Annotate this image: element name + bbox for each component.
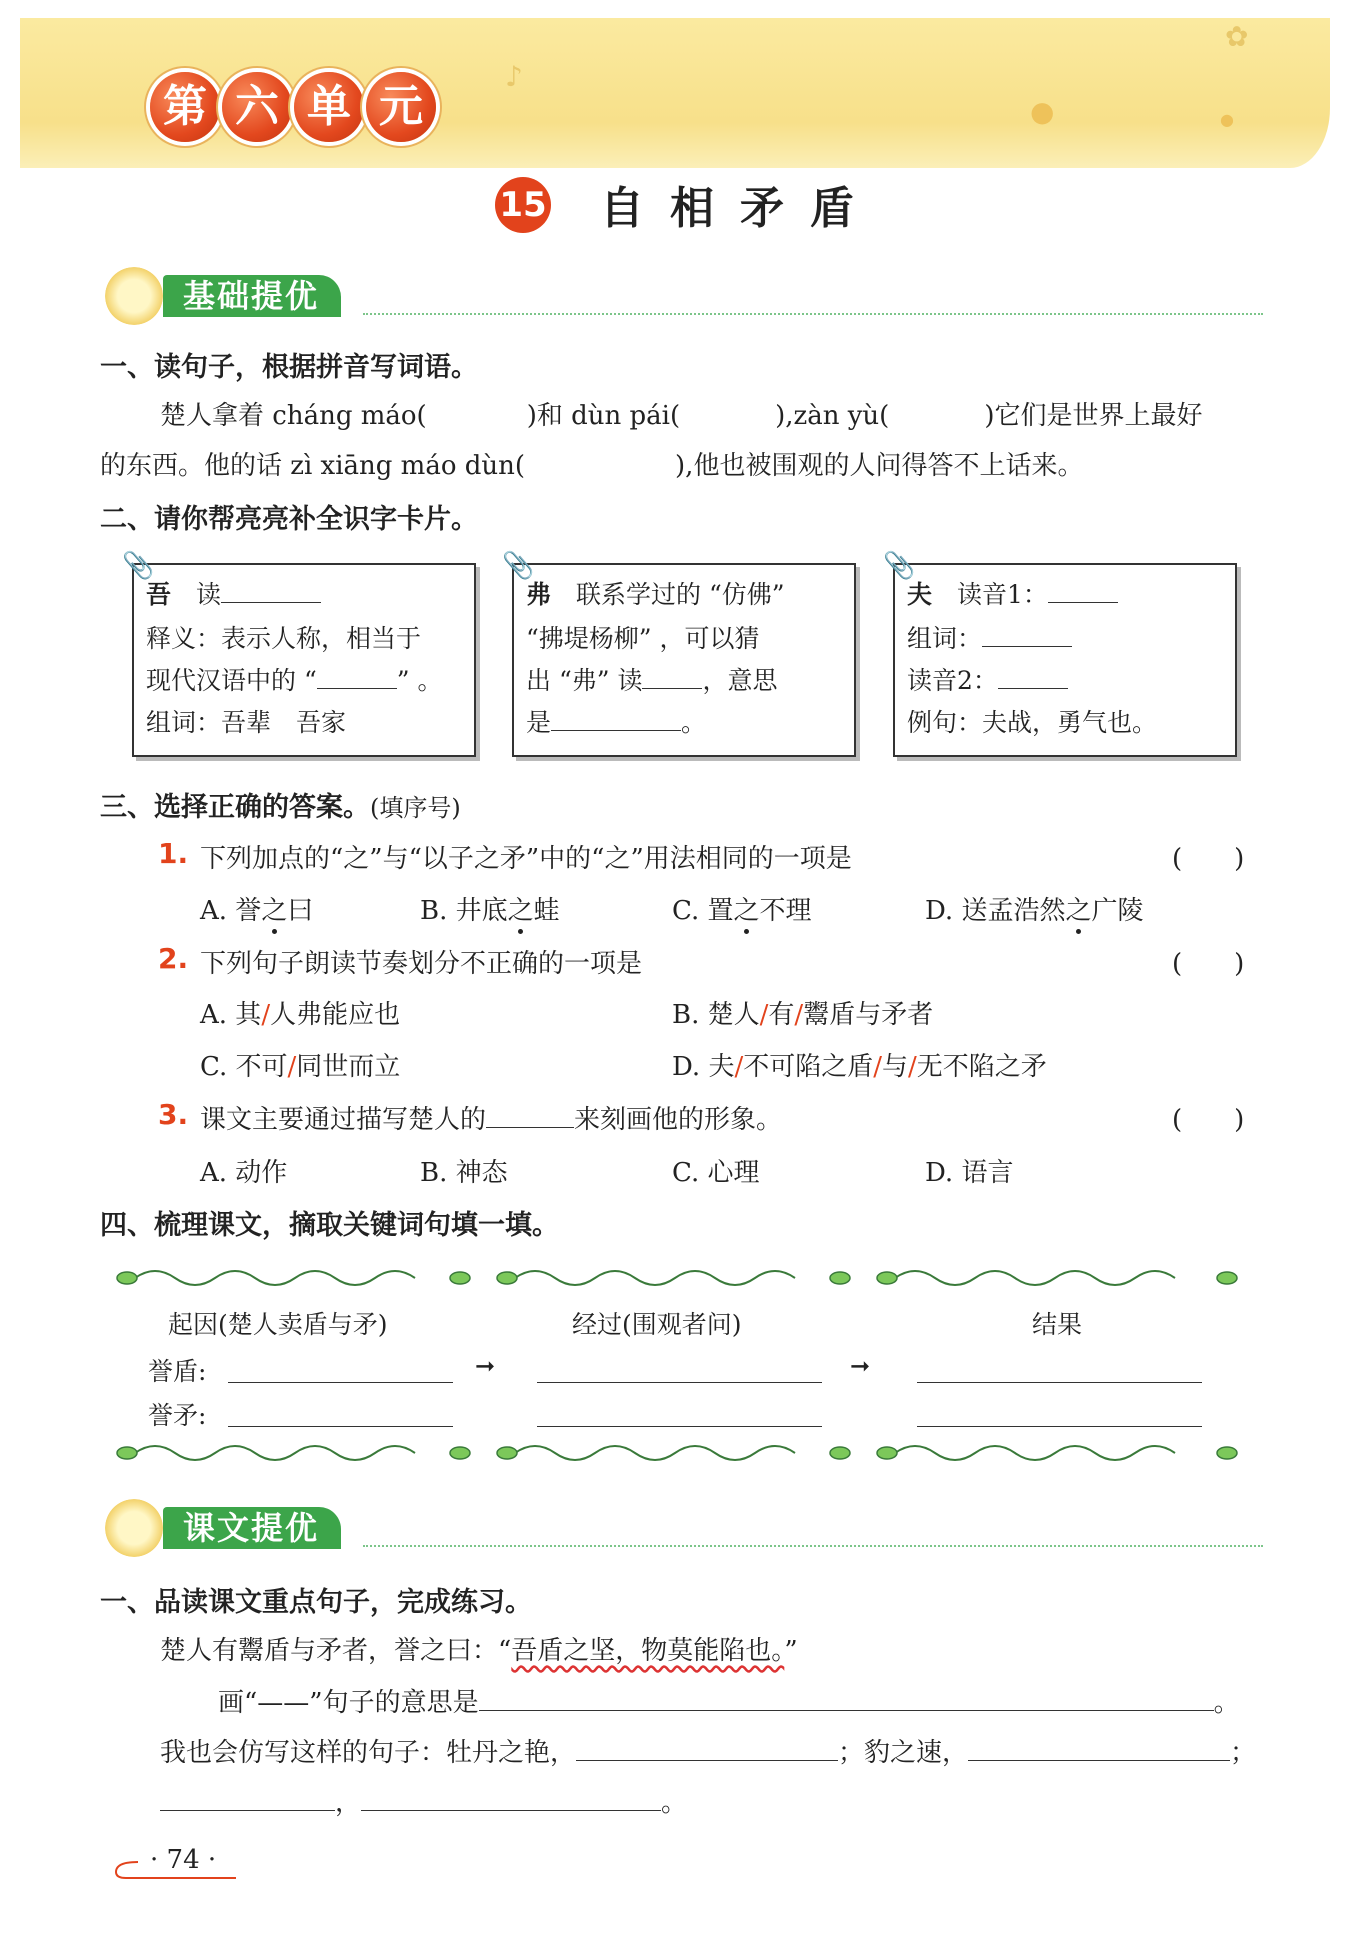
answer-blank[interactable]	[160, 1810, 335, 1811]
word-card-3	[883, 551, 1237, 757]
unit-char-1: 第	[150, 72, 220, 142]
question-heading	[100, 785, 461, 824]
paperclip-icon: 📎	[883, 551, 916, 581]
option-c[interactable]: C. 不可/同世而立	[200, 1052, 401, 1082]
answer-paren[interactable]: ( )	[1172, 1105, 1245, 1135]
text: 出 “弗” 读	[526, 666, 643, 695]
section-tab: 基础提优	[163, 275, 341, 317]
text: 画“——”句子的意思是	[218, 1688, 479, 1718]
answer-blank[interactable]	[968, 1760, 1230, 1761]
book-icon	[105, 267, 163, 325]
text: 例句：夫战，勇气也。	[907, 708, 1158, 737]
text: 读音2：	[907, 666, 998, 695]
text: 组词：吾辈 吾家	[146, 708, 347, 737]
question-number: 2.	[158, 942, 189, 975]
answer-paren[interactable]: ( )	[1172, 949, 1245, 979]
option-d[interactable]: D. 语言	[925, 1158, 1014, 1188]
text: 现代汉语中的 “	[146, 666, 317, 695]
text: ),zàn yù(	[775, 401, 890, 431]
dot-icon: ●	[1220, 110, 1234, 129]
question-heading: 二、请你帮亮亮补全识字卡片。	[100, 504, 478, 535]
answer-line[interactable]	[537, 1382, 822, 1383]
text: 读	[196, 580, 222, 609]
meaning-line: 画“——”句子的意思是 。	[218, 1688, 1240, 1718]
word-card-2	[502, 551, 856, 757]
option-d[interactable]: D. 夫/不可陷之盾/与/无不陷之矛	[672, 1052, 1047, 1082]
answer-line[interactable]	[537, 1426, 822, 1427]
option-b[interactable]: B. 井底之蛙	[420, 896, 560, 926]
text: 楚人有鬻盾与矛者，誉之曰：“	[160, 1636, 512, 1666]
text: 联系学过的 “仿佛”	[576, 580, 785, 609]
answer-blank[interactable]	[576, 1760, 838, 1761]
text: )它们是世界上最好	[984, 401, 1203, 431]
answer-blank[interactable]	[317, 688, 397, 689]
option-c[interactable]: C. 置之不理	[672, 896, 812, 926]
page-number: · 74 ·	[150, 1845, 217, 1875]
question-heading: 一、品读课文重点句子，完成练习。	[100, 1587, 532, 1618]
answer-blank[interactable]	[551, 730, 681, 731]
text: 。	[681, 708, 707, 737]
text: 读音1：	[957, 580, 1048, 609]
row-label: 誉盾:	[148, 1357, 207, 1386]
text: 是	[526, 708, 552, 737]
answer-blank[interactable]	[1048, 602, 1118, 603]
text: 释义：表示人称，相当于	[146, 624, 422, 653]
paperclip-icon: 📎	[502, 551, 535, 581]
answer-blank[interactable]	[998, 688, 1068, 689]
option-a[interactable]: A. 其/人弗能应也	[200, 1000, 401, 1030]
music-note-icon: ♪	[505, 60, 523, 93]
text: ；	[1230, 1738, 1257, 1768]
answer-blank[interactable]	[642, 688, 702, 689]
question-stem: 下列加点的“之”与“以子之矛”中的“之”用法相同的一项是	[200, 844, 852, 874]
text: “拂堤杨柳” ，可以猜	[526, 624, 760, 653]
answer-blank[interactable]	[479, 1710, 1214, 1711]
flow-col-result: 结果	[1032, 1310, 1083, 1339]
card-char: 吾	[146, 580, 172, 609]
unit-char-3: 单	[294, 72, 364, 142]
imitation-line-2	[160, 1782, 687, 1819]
arrow-icon: ➞	[850, 1352, 871, 1380]
section-tab: 课文提优	[163, 1507, 341, 1549]
question-stem	[200, 1099, 782, 1136]
word-card-1	[122, 551, 476, 757]
text: 三、选择正确的答案。	[100, 792, 370, 823]
quote-line	[160, 1630, 798, 1667]
paperclip-icon: 📎	[122, 551, 155, 581]
answer-line[interactable]	[228, 1382, 453, 1383]
heading-note: (填序号)	[370, 794, 461, 822]
section-divider	[363, 313, 1263, 315]
answer-blank[interactable]	[486, 1127, 574, 1128]
question-number: 3.	[158, 1098, 189, 1131]
card-char: 弗	[526, 580, 552, 609]
text: 组词：	[907, 624, 983, 653]
section-divider	[363, 1545, 1263, 1547]
answer-blank[interactable]	[221, 602, 321, 603]
arrow-icon: ➞	[475, 1352, 496, 1380]
section-header-basic	[105, 275, 1265, 317]
answer-paren[interactable]: ( )	[1172, 844, 1245, 874]
question-number: 1.	[158, 837, 189, 870]
text: ，意思	[702, 666, 778, 695]
option-a[interactable]: A. 动作	[200, 1158, 288, 1188]
answer-line[interactable]	[917, 1426, 1202, 1427]
lesson-title: 自相矛盾	[600, 183, 880, 234]
unit-char-2: 六	[222, 72, 292, 142]
question-stem: 下列句子朗读节奏划分不正确的一项是	[200, 949, 643, 979]
key-sentence: 吾盾之坚，物莫能陷也。	[511, 1636, 785, 1666]
answer-line[interactable]	[917, 1382, 1202, 1383]
q1-line2	[100, 445, 1083, 482]
lesson-number: 15	[495, 177, 551, 233]
option-b[interactable]: B. 神态	[420, 1158, 508, 1188]
text: )和 dùn pái(	[526, 401, 681, 431]
text: ” 。	[396, 666, 443, 695]
option-a[interactable]: A. 誉之曰	[200, 896, 314, 926]
text: 楚人拿着 cháng máo(	[160, 401, 427, 431]
answer-blank[interactable]	[361, 1810, 661, 1811]
answer-blank[interactable]	[982, 646, 1072, 647]
text: ；豹之速，	[838, 1738, 969, 1768]
text: ),他也被围观的人问得答不上话来。	[675, 451, 1084, 481]
row-label: 誉矛:	[148, 1401, 207, 1430]
imitation-line	[160, 1732, 1256, 1769]
flow-col-process: 经过(围观者问)	[572, 1310, 742, 1339]
vine-border-top	[115, 1258, 1245, 1298]
answer-line[interactable]	[228, 1426, 453, 1427]
option-b[interactable]: B. 楚人/有/鬻盾与矛者	[672, 1000, 934, 1030]
option-d[interactable]: D. 送孟浩然之广陵	[925, 896, 1144, 926]
text: 来刻画他的形象。	[574, 1105, 783, 1135]
text: ”	[784, 1636, 798, 1666]
text: 课文主要通过描写楚人的	[200, 1105, 487, 1135]
question-heading: 四、梳理课文，摘取关键词句填一填。	[100, 1210, 559, 1241]
option-c[interactable]: C. 心理	[672, 1158, 760, 1188]
question-heading: 一、读句子，根据拼音写词语。	[100, 352, 478, 383]
trophy-icon	[105, 1499, 163, 1557]
unit-char-4: 元	[366, 72, 436, 142]
star-icon: ✿	[1225, 20, 1249, 53]
q1-line1	[160, 395, 1202, 432]
text: ，	[335, 1788, 362, 1818]
text: 的东西。他的话 zì xiāng máo dùn(	[100, 451, 526, 481]
section-header-text	[105, 1507, 1265, 1549]
text: 。	[661, 1788, 688, 1818]
text: 我也会仿写这样的句子：牡丹之艳，	[160, 1738, 577, 1768]
flow-col-cause: 起因(楚人卖盾与矛)	[168, 1310, 388, 1339]
vine-border-bottom	[115, 1433, 1245, 1473]
dot-icon: ●	[1030, 95, 1055, 128]
card-char: 夫	[907, 580, 933, 609]
